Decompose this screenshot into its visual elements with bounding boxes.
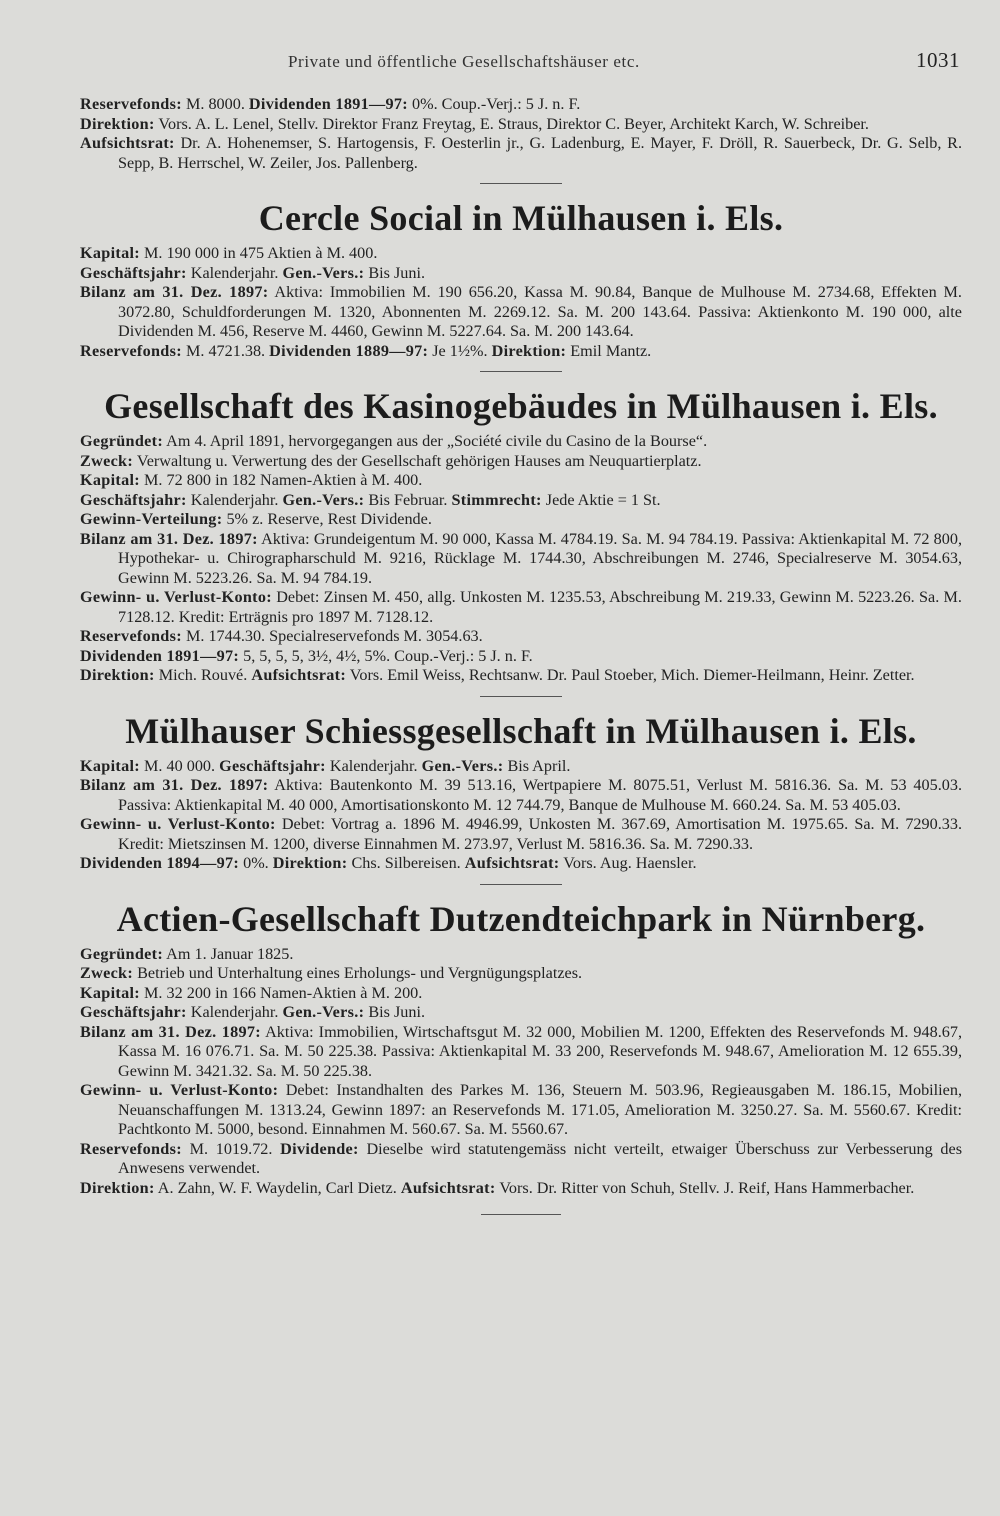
entry-label: Zweck: [80, 451, 134, 470]
entry-text: M. 72 800 in 182 Namen-Aktien à M. 400. [139, 471, 423, 489]
entry-label: Aufsichtsrat: [400, 1178, 496, 1197]
entry-text: Aktiva: Immobilien, Wirtschaftsgut M. 32 000, Mobilien M. 1200, Effekten des Reservefonds M. 948.67, Kassa M. 16 076.71. Sa. M. 50 225.38. Passiva: Aktienkapital M. 33 200, Reservefonds M. 948.67, Amelioration M. 12 655.39, Gewinn M. 3421.32. Sa. M. 50 225.38. [118, 1022, 962, 1080]
entry-text: M. 1744.30. Specialreservefonds M. 3054.63. [181, 627, 483, 645]
entry-label: Aufsichtsrat: [80, 134, 175, 152]
section-divider [480, 183, 562, 184]
entry-paragraph [80, 815, 962, 854]
entry-label: Geschäftsjahr: [80, 490, 187, 509]
entry-label: Geschäftsjahr: [80, 263, 187, 282]
entry-paragraph [80, 452, 962, 472]
entry-text: Vors. A. L. Lenel, Stellv. Direktor Franz Freytag, E. Straus, Direktor C. Beyer, Architekt Karch, W. Schreiber. [154, 114, 869, 133]
entry-paragraph [80, 984, 962, 1004]
entry-text: Verwaltung u. Verwertung des der Gesellschaft gehörigen Hauses am Neuquartierplatz. [133, 451, 702, 470]
entry-label: Gewinn- u. Verlust-Konto: [80, 588, 272, 606]
entry-text: M. 1019.72. [181, 1139, 281, 1158]
entry-text: Kalenderjahr. [186, 1003, 283, 1021]
entry-text: Kalenderjahr. [186, 490, 283, 509]
running-head [0, 48, 1000, 78]
entry-paragraph [80, 666, 962, 686]
entry-label: Dividenden 1894—97: [80, 854, 240, 872]
entry-label: Bilanz am 31. Dez. 1897: [80, 776, 269, 794]
entry-label: Kapital: [80, 756, 140, 775]
entry-label: Dividenden 1889—97: [269, 341, 429, 360]
entry-paragraph [80, 1023, 962, 1082]
entry-text: Bis Juni. [364, 1003, 425, 1021]
entry-paragraph [80, 491, 962, 511]
entry-text: M. 32 200 in 166 Namen-Aktien à M. 200. [139, 983, 423, 1002]
entry-label: Gen.-Vers.: [421, 756, 504, 775]
entry-paragraph [80, 854, 962, 874]
company-title: Cercle Social in Mülhausen i. Els. [258, 198, 784, 238]
page-content [80, 95, 962, 1215]
entry-label: Gen.-Vers.: [282, 1003, 365, 1021]
entry-label: Gegründet: [80, 944, 164, 963]
end-divider [481, 1214, 561, 1215]
entry-label: Gen.-Vers.: [282, 490, 365, 509]
entry-label: Bilanz am 31. Dez. 1897: [80, 1022, 261, 1041]
entry-label: Reservefonds: [80, 1139, 182, 1158]
entry-text: Am 1. Januar 1825. [163, 944, 294, 963]
entry-text: 0%. Coup.-Verj.: 5 J. n. F. [407, 95, 581, 113]
entry-label: Kapital: [80, 983, 140, 1002]
company-title: Gesellschaft des Kasinogebäudes in Mülhausen i. Els. [104, 386, 938, 426]
entry-text: Chs. Silbereisen. [347, 854, 465, 872]
entry-label: Gewinn- u. Verlust-Konto: [80, 815, 276, 833]
entry-label: Direktion: [491, 341, 567, 360]
entry-paragraph [80, 95, 962, 115]
entry-paragraph [80, 1003, 962, 1023]
entry-label: Gegründet: [80, 432, 164, 450]
entry-paragraph [80, 1140, 962, 1179]
entry-paragraph [80, 342, 962, 362]
entry-paragraph [80, 115, 962, 135]
entry-label: Kapital: [80, 244, 140, 262]
entry-paragraph [80, 244, 962, 264]
entry-text: Aktiva: Bautenkonto M. 39 513.16, Wertpapiere M. 8075.51, Verlust M. 5816.36. Sa. M. 53 405.03. Passiva: Aktienkapital M. 40 000, Amortisationskonto M. 12 744.79, Banque de Mulhouse M. 660.24. Sa. M. 53 405.03. [118, 776, 962, 814]
entry-label: Gewinn- u. Verlust-Konto: [80, 1081, 279, 1099]
entry-paragraph [80, 432, 962, 452]
entry-paragraph [80, 283, 962, 342]
entry-paragraph [80, 134, 962, 173]
entry-text: Kalenderjahr. [186, 263, 283, 282]
entry-label: Direktion: [80, 666, 155, 684]
entry-label: Geschäftsjahr: [219, 756, 326, 775]
running-title: Private und öffentliche Gesellschaftshäuser etc. [288, 52, 640, 71]
entry-text: Vors. Emil Weiss, Rechtsanw. Dr. Paul Stoeber, Mich. Diemer-Heilmann, Heinr. Zetter. [346, 666, 915, 684]
company-title: Actien-Gesellschaft Dutzendteichpark in Nürnberg. [116, 898, 926, 939]
entry-text: A. Zahn, W. F. Waydelin, Carl Dietz. [154, 1178, 401, 1197]
entry-text: 5, 5, 5, 5, 3½, 4½, 5%. Coup.-Verj.: 5 J. n. F. [239, 646, 533, 665]
entry-text: Bis Juni. [364, 263, 425, 282]
entry-paragraph [80, 588, 962, 627]
entry-text: Betrieb und Unterhaltung eines Erholungs- und Vergnügungsplatzes. [133, 964, 583, 982]
entry-paragraph [80, 776, 962, 815]
entry-text: Vors. Aug. Haensler. [559, 854, 697, 872]
entry-label: Gen.-Vers.: [282, 263, 365, 282]
entry-text: Dieselbe wird statutengemäss nicht verteilt, etwaiger Überschuss zur Verbesserung des Anwesens verwendet. [118, 1139, 962, 1177]
entry-label: Geschäftsjahr: [80, 1003, 187, 1021]
entry-text: 0%. [239, 854, 273, 872]
entry-text: 5% z. Reserve, Rest Dividende. [222, 510, 432, 528]
entry-text: Debet: Instandhalten des Parkes M. 136, Steuern M. 503.96, Regieausgaben M. 186.15, Mobilien, Neuanschaffungen M. 1313.24, Gewinn 1897: an Reservefonds M. 171.05, Amelioration M. 3250.27. Sa. M. 5560.67. Kredit: Pachtkonto M. 5000, besond. Einnahmen M. 560.67. Sa. M. 5560.67. [118, 1081, 962, 1138]
entry-paragraph [80, 510, 962, 530]
entry-label: Kapital: [80, 471, 140, 489]
entry-text: Jede Aktie = 1 St. [541, 490, 661, 509]
entry-label: Direktion: [80, 1178, 155, 1197]
entry-label: Gewinn-Verteilung: [80, 510, 223, 528]
company-section [80, 198, 962, 361]
entry-paragraph [80, 627, 962, 647]
intro-block [80, 95, 962, 173]
sections-container [80, 183, 962, 1215]
entry-paragraph [80, 757, 962, 777]
entry-text: Debet: Zinsen M. 450, allg. Unkosten M. 1235.53, Abschreibung M. 219.33, Gewinn M. 5223.26. Sa. M. 7128.12. Kredit: Erträgnis pro 1897 M. 7128.12. [118, 588, 962, 626]
section-divider [480, 884, 562, 885]
entry-paragraph [80, 1179, 962, 1199]
entry-paragraph [80, 264, 962, 284]
page-number: 1031 [916, 48, 960, 72]
company-section [80, 899, 962, 1199]
entry-text: Aktiva: Immobilien M. 190 656.20, Kassa M. 90.84, Banque de Mulhouse M. 2734.68, Effekten M. 3072.80, Schuldforderungen M. 1320, Abonnenten M. 2269.12. Sa. M. 200 143.64. Passiva: Aktienkonto M. 190 000, alte Dividenden M. 456, Reserve M. 4460, Gewinn M. 5227.64. Sa. M. 200 143.64. [118, 283, 962, 340]
entry-label: Reservefonds: [80, 341, 182, 360]
entry-label: Dividende: [280, 1139, 359, 1158]
entry-paragraph [80, 945, 962, 965]
entry-label: Reservefonds: [80, 95, 182, 113]
entry-text: Kalenderjahr. [325, 756, 422, 775]
entry-label: Direktion: [272, 854, 348, 872]
entry-text: Bis April. [503, 756, 571, 775]
entry-paragraph [80, 647, 962, 667]
entry-label: Zweck: [80, 964, 134, 982]
entry-label: Reservefonds: [80, 627, 182, 645]
entry-paragraph [80, 964, 962, 984]
entry-label: Direktion: [80, 114, 155, 133]
entry-text: Mich. Rouvé. [154, 666, 252, 684]
entry-paragraph [80, 1081, 962, 1140]
entry-text: Debet: Vortrag a. 1896 M. 4946.99, Unkosten M. 367.69, Amortisation M. 1975.65. Sa. M. 7290.33. Kredit: Mietszinsen M. 1200, diverse Einnahmen M. 273.97, Verlust M. 5816.36. Sa. M. 7290.33. [118, 815, 962, 853]
company-section [80, 711, 962, 874]
entry-text: Emil Mantz. [566, 341, 652, 360]
entry-text: Dr. A. Hohenemser, S. Hartogensis, F. Oesterlin jr., G. Ladenburg, E. Mayer, F. Dröll, R. Sauerbeck, Dr. G. Selb, R. Sepp, B. Herrschel, W. Zeiler, Jos. Pallenberg. [118, 134, 962, 172]
entry-text: M. 8000. [181, 95, 249, 113]
entry-text: Aktiva: Grundeigentum M. 90 000, Kassa M. 4784.19. Sa. M. 94 784.19. Passiva: Aktienkapital M. 72 800, Hypothekar- u. Chirographarschuld M. 9216, Rücklage M. 1744.30, Abschreibungen M. 2746, Specialreserve M. 3054.63, Gewinn M. 5223.26. Sa. M. 94 784.19. [118, 529, 962, 587]
entry-label: Bilanz am 31. Dez. 1897: [80, 283, 269, 301]
entry-text: Am 4. April 1891, hervorgegangen aus der „Société civile du Casino de la Bourse“. [163, 432, 708, 450]
entry-paragraph [80, 530, 962, 589]
entry-label: Dividenden 1891—97: [80, 646, 240, 665]
entry-label: Aufsichtsrat: [464, 854, 560, 872]
section-divider [480, 696, 562, 697]
entry-text: Vors. Dr. Ritter von Schuh, Stellv. J. Reif, Hans Hammerbacher. [495, 1178, 915, 1197]
entry-label: Bilanz am 31. Dez. 1897: [80, 529, 258, 548]
section-divider [480, 371, 562, 372]
entry-text: Je 1½%. [428, 341, 492, 360]
entry-paragraph [80, 471, 962, 491]
entry-text: Bis Februar. [364, 490, 452, 509]
entry-label: Stimmrecht: [451, 490, 542, 509]
company-title: Mülhauser Schiessgesellschaft in Mülhausen i. Els. [125, 710, 917, 751]
entry-label: Aufsichtsrat: [251, 666, 347, 684]
company-section [80, 386, 962, 686]
entry-text: M. 190 000 in 475 Aktien à M. 400. [139, 244, 378, 262]
entry-label: Dividenden 1891—97: [248, 95, 408, 113]
entry-text: M. 4721.38. [181, 341, 270, 360]
entry-text: M. 40 000. [139, 756, 220, 775]
